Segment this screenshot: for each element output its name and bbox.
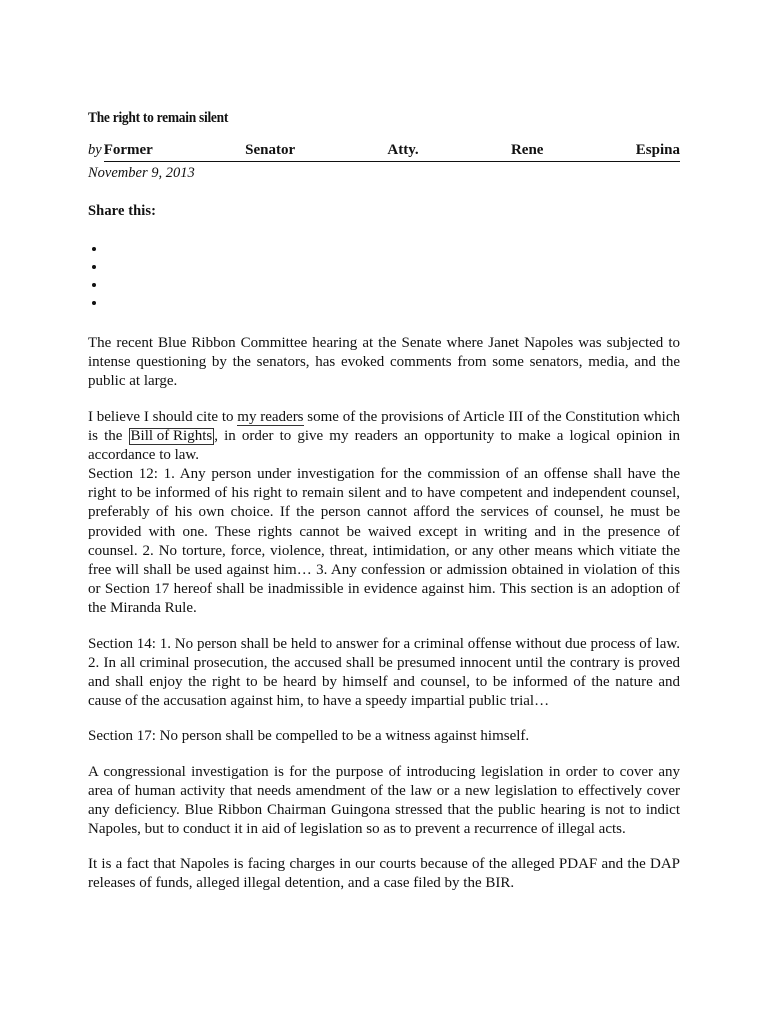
para2-text-part3: , in order to give my readers an opportunity to make a logical opinion in accordance to law. xyxy=(88,427,680,463)
para2-text-part1: I believe I should cite to xyxy=(88,408,238,425)
bill-of-rights-link[interactable]: Bill of Rights xyxy=(130,427,213,444)
paragraph-section-14: Section 14: 1. No person shall be held to answer for a criminal offense without due process of law. 2. In all criminal prosecution, the accused shall be presumed innocent until the contrary is proved and shall enjoy the right to be heard by himself and counsel, to be informed of the nature and cause of the accusation against him, to have a speedy impartial public trial… xyxy=(88,635,680,710)
share-list-item[interactable] xyxy=(88,276,680,294)
publish-date: November 9, 2013 xyxy=(88,165,195,182)
share-list-item[interactable] xyxy=(88,258,680,276)
paragraph-congressional-investigation: A congressional investigation is for the purpose of introducing legislation in order to cover any area of human activity that needs amendment of the law or a new legislation to effectively cover any deficiency. Blue Ribbon Chairman Guingona stressed that the public hearing is not to indict Napoles, but to conduct it in aid of legislation so as to prevent a recurrence of illegal acts. xyxy=(88,763,680,838)
para2-text-part2: some of the provisions of Article III of the Constitution which is the xyxy=(88,408,681,444)
share-list-item[interactable] xyxy=(88,294,680,312)
author-part-atty: Atty. xyxy=(387,142,419,159)
author-part-senator: Senator xyxy=(245,142,296,159)
share-list xyxy=(88,240,680,312)
my-readers-link[interactable]: my readers xyxy=(237,408,304,425)
author-part-espina: Espina xyxy=(635,142,680,159)
byline-prefix: by xyxy=(88,142,102,159)
page-title: The right to remain silent xyxy=(88,110,229,126)
byline xyxy=(88,141,680,162)
author-part-former: Former xyxy=(103,142,153,159)
share-this-heading: Share this: xyxy=(88,202,157,219)
article-body xyxy=(88,334,680,894)
author-part-rene: Rene xyxy=(510,142,544,159)
paragraph-section-12: Section 12: 1. Any person under investigation for the commission of an offense shall have the right to be informed of his right to remain silent and to have competent and independent counsel, preferably of his own choice. If the person cannot afford the services of counsel, he must be provided with one. These rights cannot be waived except in writing and in the presence of counsel. 2. No torture, force, violence, threat, intimidation, or any other means which vitiate the free will shall be used against him… 3. Any confession or admission obtained in violation of this or Section 17 hereof shall be inadmissible in evidence against him. This section is an adoption of the Miranda Rule. xyxy=(88,466,680,617)
share-list-item[interactable] xyxy=(88,240,680,258)
paragraph-intro: The recent Blue Ribbon Committee hearing at the Senate where Janet Napoles was subjected to intense questioning by the senators, has evoked comments from some senators, media, and the public at large. xyxy=(88,334,680,390)
document-content xyxy=(88,110,680,894)
paragraph-section-17: Section 17: No person shall be compelled to be a witness against himself. xyxy=(88,728,530,745)
author-link[interactable] xyxy=(104,141,680,162)
paragraph-closing: It is a fact that Napoles is facing charges in our courts because of the alleged PDAF and the DAP releases of funds, alleged illegal detention, and a case filed by the BIR. xyxy=(88,856,680,892)
paragraph-bill-of-rights xyxy=(88,408,680,466)
